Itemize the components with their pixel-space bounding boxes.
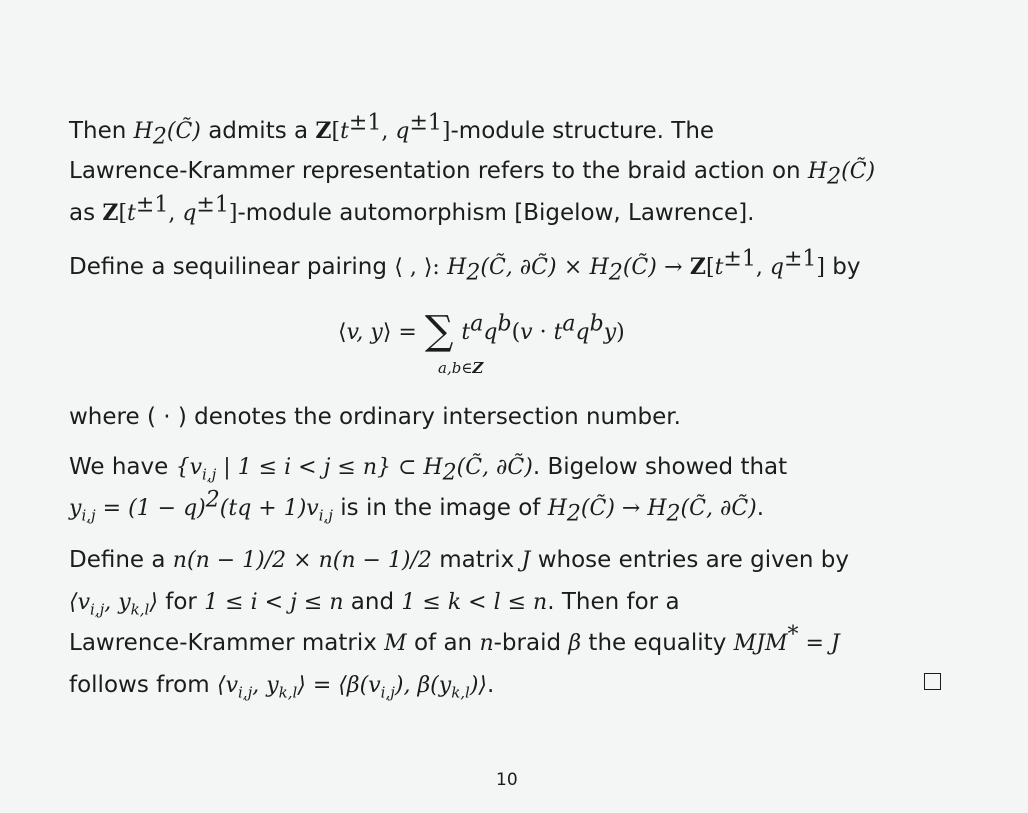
math-ring: $Z[t^{\pm 1}$, $q^{\pm 1}$] (102, 192, 238, 226)
text-intersection-number: where ( · ) denotes the ordinary intersection number. (69, 404, 681, 430)
text-for: for (165, 589, 197, 615)
math-ring: $Z[t^{\pm 1}$, $q^{\pm 1}$] (315, 110, 451, 144)
text-bigelow-showed: Bigelow showed that (547, 454, 788, 480)
text-line-1 (69, 110, 715, 150)
text-line-5 (69, 402, 681, 432)
text-then-for-a: Then for a (561, 589, 680, 615)
math-h2-map: $H_2(C̃)$ → $H_2(C̃$, ∂C̃) (547, 496, 757, 527)
math-matrix-size: n(n − 1)/2 × n(n − 1)/2 (172, 548, 432, 573)
text-and: and (350, 589, 395, 615)
math-relative-homology: $H_2(C̃$, ∂C̃) (447, 255, 557, 286)
math-h2c: $H_2(C̃)$ (807, 159, 876, 190)
math-n: n (479, 631, 494, 656)
text-entries-given: whose entries are given by (537, 547, 849, 573)
text-braid: -braid (493, 630, 562, 656)
text-module-structure: -module structure. The (450, 118, 715, 144)
math-ij-range: 1 ≤ i < j ≤ n (204, 590, 344, 615)
math-pairing: ⟨ , ⟩: (394, 255, 440, 280)
text-admits: admits a (208, 118, 309, 144)
page-number: 10 (496, 770, 518, 790)
equation-body: ⟨v, y⟩ = ∑ $t^aq^b(v \cdot t^aq^by)$ (338, 308, 625, 354)
text-line-4 (69, 246, 861, 286)
text-as: as (69, 200, 96, 226)
math-entry: $⟨v_{i,j}$, $y_{k,l}⟩$ (69, 590, 158, 619)
math-h2c: $H_2(C̃)$ (589, 255, 657, 286)
sum-subscript: a,b∈Z (438, 359, 484, 377)
math-ring: $Z[t^{\pm 1}$, $q^{\pm 1}$] (689, 246, 825, 280)
text-line-6: We have {$v_{i,j}$ | 1 ≤ i < j ≤ n} ⊂ $H_2(C̃$, ∂C̃). Bigelow showed that (69, 454, 788, 486)
math-arrow: → (664, 255, 683, 280)
text-line-3 (69, 192, 755, 229)
text-then: Then (69, 118, 127, 144)
math-m: M (384, 631, 407, 656)
text-matrix: matrix (439, 547, 515, 573)
sum-symbol: ∑ (424, 308, 454, 354)
text-automorphism: -module automorphism [Bigelow, Lawrence]. (237, 200, 755, 226)
text-image-of: is in the image of (340, 495, 541, 521)
text-by: by (832, 254, 861, 280)
text-line-7: $y_{i,j} = (1 - q)^2(tq + 1)v_{i,j}$ is in the image of $H_2(C̃)$ → $H_2(C̃$, ∂C̃). (69, 487, 765, 527)
text-we-have: We have (69, 454, 169, 480)
text-line-11: follows from $⟨v_{i,j}$, $y_{k,l}⟩$ = $⟨\beta(v_{i,j})$, $\beta(y_{k,l})⟩$. (69, 672, 495, 702)
math-h2c: $H_2(C̃)$ (133, 119, 201, 150)
text-line-9: $⟨v_{i,j}$, $y_{k,l}⟩$ for 1 ≤ i < j ≤ n and 1 ≤ k < l ≤ n. Then for a (69, 589, 680, 619)
text-define-a: Define a (69, 547, 166, 573)
text-the-equality: the equality (588, 630, 727, 656)
text-follows-from: follows from (69, 672, 210, 698)
math-j: J (521, 548, 531, 573)
qed-box-icon (924, 673, 941, 690)
text-of-an: of an (413, 630, 473, 656)
text-define-pairing: Define a sequilinear pairing (69, 254, 387, 280)
text-line-2 (69, 156, 876, 190)
math-kl-range: 1 ≤ k < l ≤ n (401, 590, 548, 615)
math-y-def: $y_{i,j} = (1 - q)^2(tq + 1)v_{i,j}$ (69, 487, 333, 525)
text-lk-matrix: Lawrence-Krammer matrix (69, 630, 377, 656)
math-invariance: $⟨v_{i,j}$, $y_{k,l}⟩$ = $⟨\beta(v_{i,j})$, $\beta(y_{k,l})⟩$ (216, 673, 488, 702)
math-equality: MJM* = J (733, 622, 840, 656)
display-equation (338, 305, 698, 375)
text-line-8 (69, 545, 849, 576)
text-line-10 (69, 622, 840, 659)
math-times: × (563, 255, 583, 280)
text-lk-representation: Lawrence-Krammer representation refers to the braid action on (69, 158, 801, 184)
math-beta: β (568, 631, 582, 656)
math-set-v: {$v_{i,j}$ | 1 ≤ i < j ≤ n} ⊂ $H_2(C̃$, ∂C̃) (175, 455, 533, 486)
